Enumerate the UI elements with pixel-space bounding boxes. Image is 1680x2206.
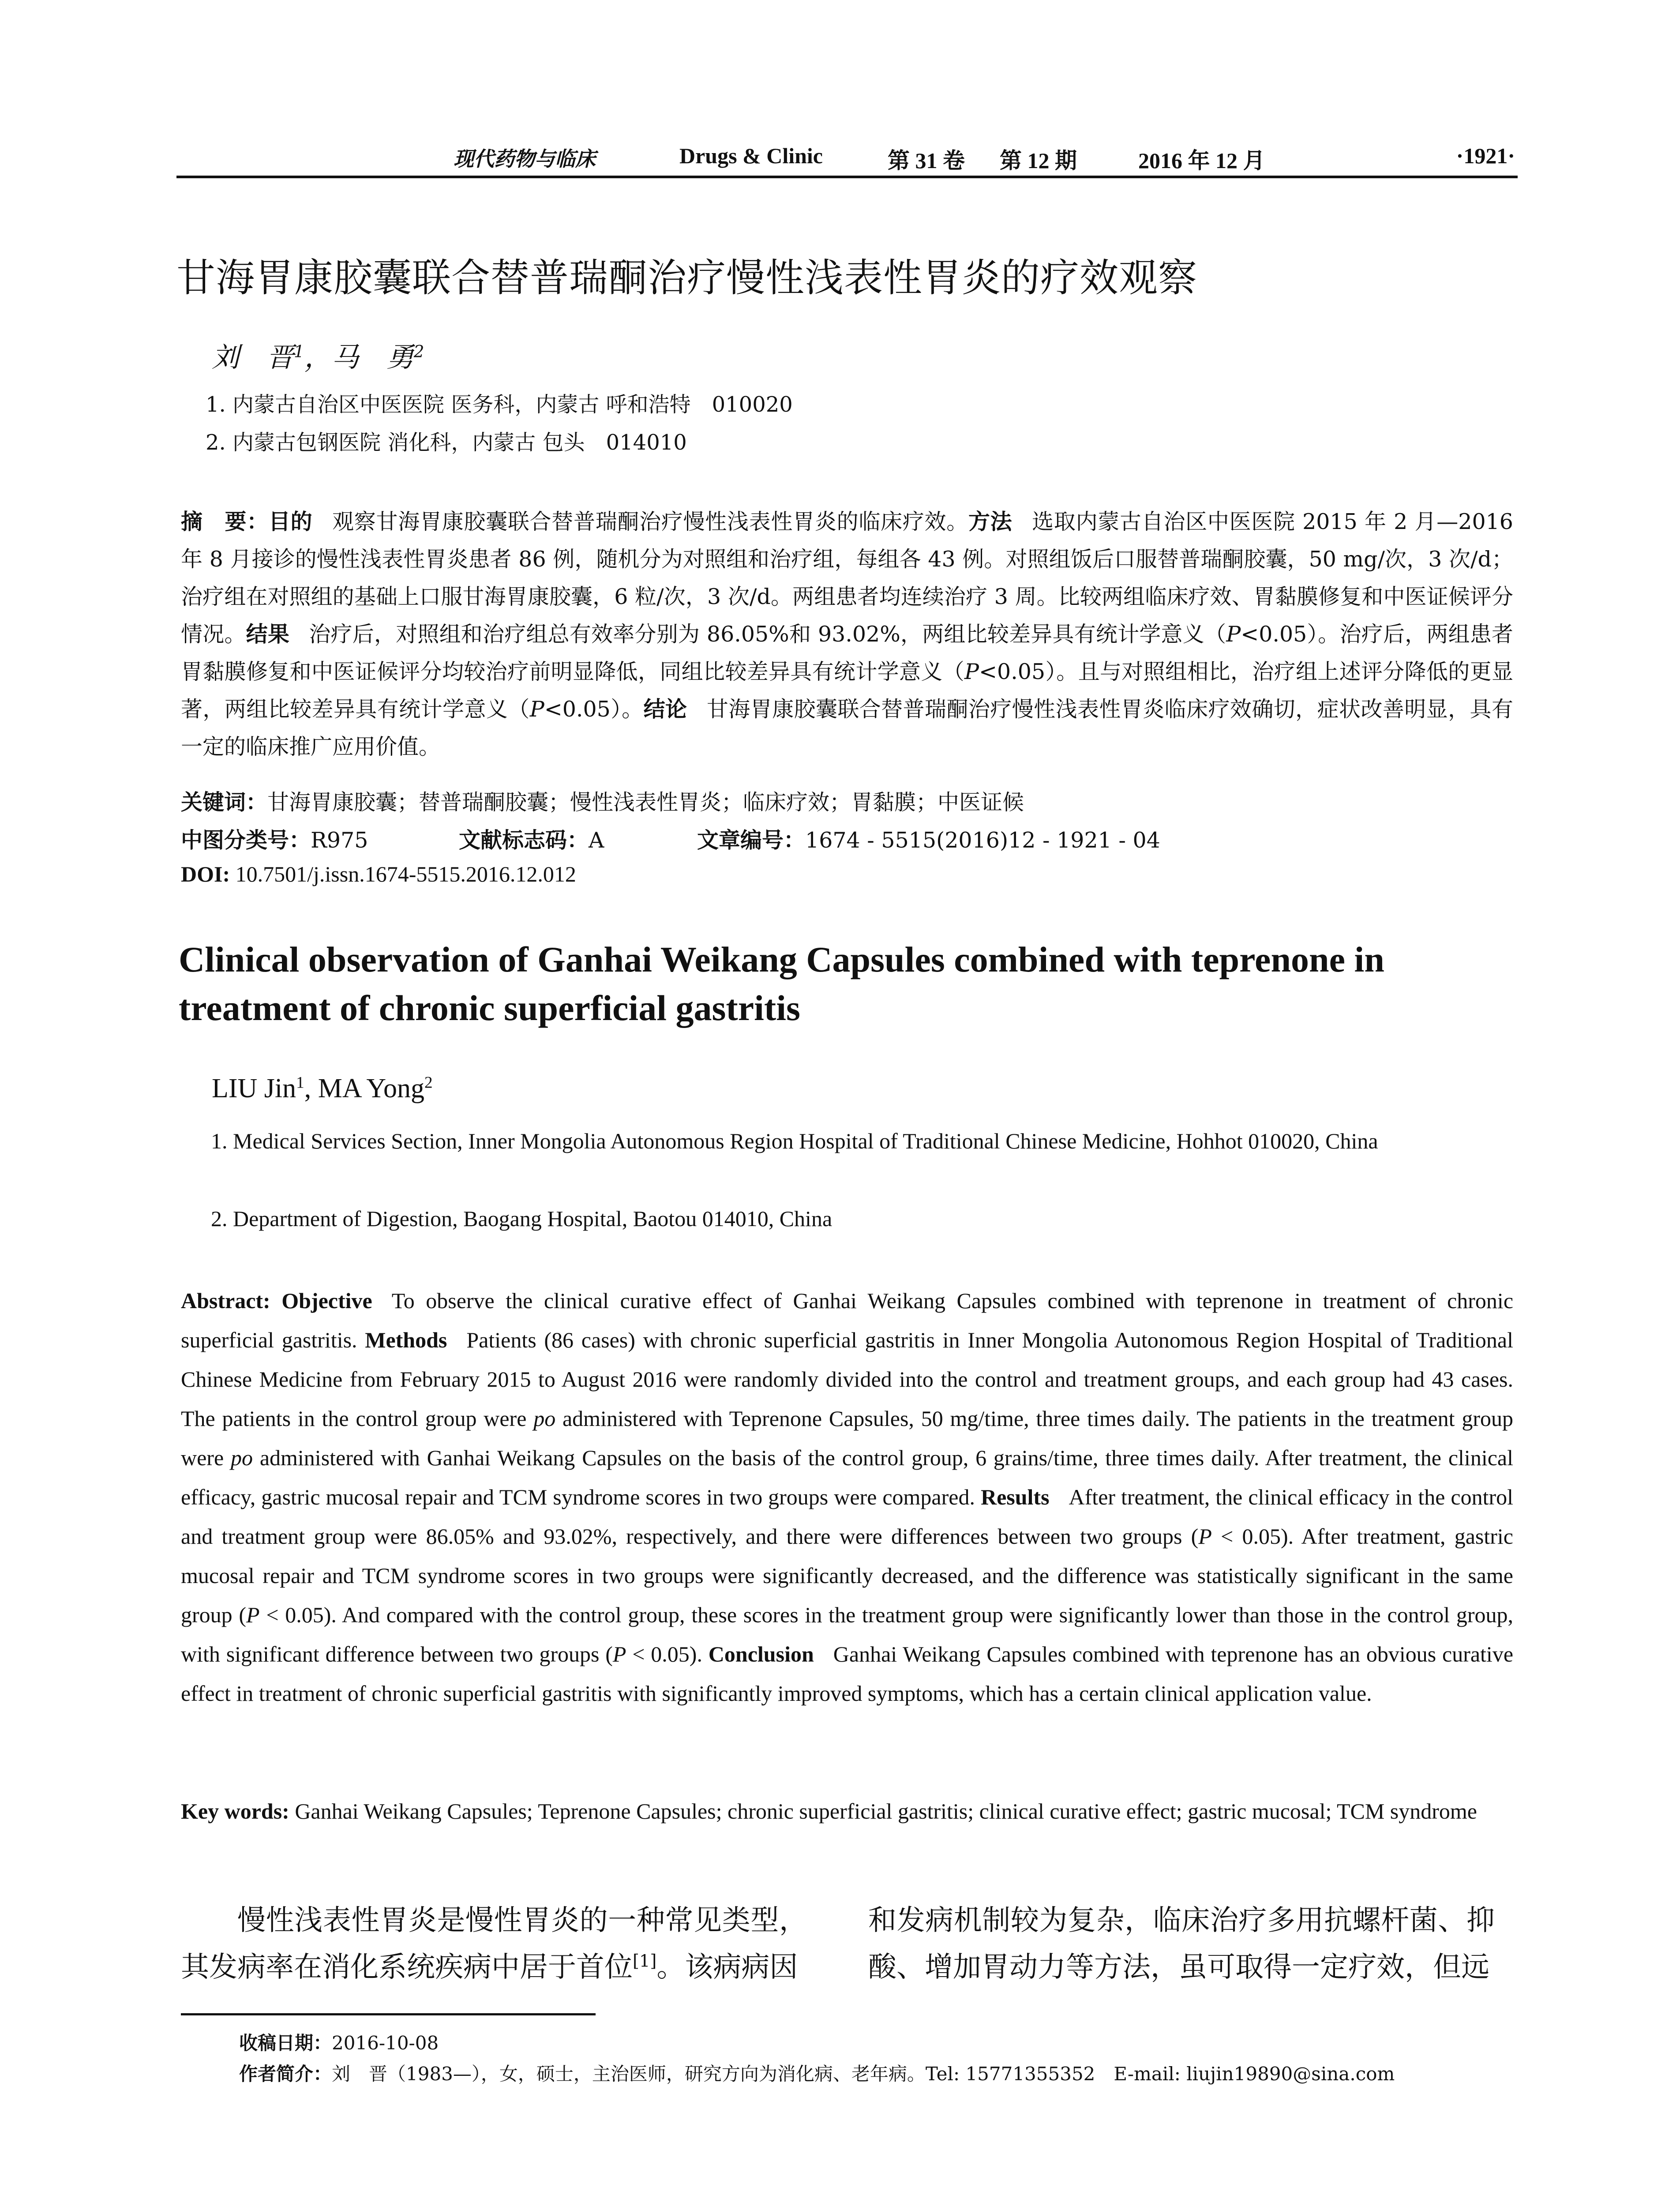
affiliation-en-2: 2. Department of Digestion, Baogang Hospital, Baotou 014010, China bbox=[211, 1206, 832, 1231]
journal-name-en: Drugs & Clinic bbox=[679, 143, 823, 168]
results-en-label: Results bbox=[980, 1485, 1050, 1509]
footnote-received-date: 收稿日期：2016-10-08 bbox=[239, 2032, 439, 2054]
journal-name-cn: 现代药物与临床 bbox=[454, 147, 596, 171]
results-en-text-4: < 0.05). bbox=[626, 1642, 702, 1666]
methods-en-text-2: administered with Teprenone Capsules, 50 mg/time, three times daily. The patients in the treatment group were bbox=[181, 1406, 1513, 1470]
keywords-cn-text: 甘海胃康胶囊；替普瑞酮胶囊；慢性浅表性胃炎；临床疗效；胃黏膜；中医证候 bbox=[267, 790, 1024, 815]
author-cn-2: 马 勇 bbox=[331, 341, 414, 373]
results-cn-label: 结果 bbox=[246, 622, 290, 647]
abstract-en bbox=[181, 1281, 1513, 1713]
body-text: 。该病病因 bbox=[656, 1951, 798, 1984]
conclusion-en-text: Ganhai Weikang Capsules combined with teprenone has an obvious curative effect in treatment of chronic superficial gastritis with significantly improved symptoms, which has a certain clinical application value. bbox=[181, 1642, 1514, 1706]
abstract-cn bbox=[181, 503, 1513, 765]
title-cn: 甘海胃康胶囊联合替普瑞酮治疗慢性浅表性胃炎的疗效观察 bbox=[176, 255, 1198, 300]
footnote-author-bio: 作者简介：刘 晋（1983—），女，硕士，主治医师，研究方向为消化病、老年病。Tel: 15771355352 E-mail: liujin19890@sina.com bbox=[239, 2063, 1395, 2085]
affiliation-cn-2: 2. 内蒙古包钢医院 消化科，内蒙古 包头 014010 bbox=[206, 430, 687, 455]
results-cn-text-2: <0.05）。治疗后，两组患者胃黏膜修复和中医证候评分均较治疗前明显降低，同组比较差异具有统计学意义（ bbox=[181, 622, 1513, 684]
keywords-en bbox=[181, 1792, 1513, 1831]
author-cn-1-affiliation: 1 bbox=[294, 341, 304, 361]
objective-en-text: To observe the clinical curative effect of Ganhai Weikang Capsules combined with teprenone in treatment of chronic superficial gastritis. bbox=[181, 1288, 1514, 1352]
body-column-right: 和发病机制较为复杂，临床治疗多用抗螺杆菌、抑酸、增加胃动力等方法，虽可取得一定疗效，但远 bbox=[868, 1904, 1495, 1984]
author-separator: ， bbox=[304, 341, 332, 373]
conclusion-cn-text: 甘海胃康胶囊联合替普瑞酮治疗慢性浅表性胃炎临床疗效确切，症状改善明显，具有一定的临床推广应用价值。 bbox=[181, 697, 1513, 759]
author-en-2: MA Yong bbox=[318, 1073, 424, 1103]
keywords-cn-label: 关键词： bbox=[181, 790, 268, 815]
keywords-en-label: Key words: bbox=[181, 1799, 289, 1823]
footnote-divider bbox=[181, 2013, 596, 2015]
author-en-2-affiliation: 2 bbox=[424, 1073, 433, 1092]
abstract-en-label: Abstract: bbox=[181, 1288, 270, 1313]
methods-en-text-3: administered with Ganhai Weikang Capsules on the basis of the control group, 6 grains/time, three times daily. After treatment, the clinical efficacy, gastric mucosal repair and TCM syndrome scores in two groups were compared. bbox=[181, 1445, 1513, 1509]
methods-en-text-1: Patients (86 cases) with chronic superficial gastritis in Inner Mongolia Autonomous Region Hospital of Traditional Chinese Medicine from February 2015 to August 2016 were randomly divided into the control and treatment groups, and each group had 43 cases. The patients in the control group were bbox=[181, 1328, 1513, 1431]
conclusion-cn-label: 结论 bbox=[643, 697, 687, 722]
document-code: 文献标志码：A bbox=[459, 828, 604, 853]
keywords-cn bbox=[181, 785, 1024, 816]
title-en: Clinical observation of Ganhai Weikang Capsules combined with teprenone in treatment of chronic superficial gastritis bbox=[179, 939, 1384, 1028]
classification-line bbox=[181, 823, 1160, 854]
authors-cn bbox=[212, 335, 424, 375]
p-value-symbol: P bbox=[964, 659, 979, 684]
reference-citation[interactable]: [1] bbox=[633, 1951, 657, 1971]
authors-en bbox=[212, 1073, 433, 1104]
keywords-en-text: Ganhai Weikang Capsules; Teprenone Capsules; chronic superficial gastritis; clinical curative effect; gastric mucosal; TCM syndrome bbox=[295, 1799, 1477, 1823]
p-value-symbol: P bbox=[1198, 1524, 1212, 1549]
p-value-symbol: P bbox=[529, 697, 544, 722]
page-number: ·1921· bbox=[1456, 143, 1515, 168]
conclusion-en-label: Conclusion bbox=[708, 1642, 814, 1666]
results-cn-text-1: 治疗后，对照组和治疗组总有效率分别为 86.05%和 93.02%，两组比较差异具有统计学意义（ bbox=[309, 622, 1226, 647]
methods-cn-text: 选取内蒙古自治区中医医院 2015 年 2 月—2016 年 8 月接诊的慢性浅表性胃炎患者 86 例，随机分为对照组和治疗组，每组各 43 例。对照组饭后口服替普瑞酮胶囊，50 mg/次，3 次/d；治疗组在对照组的基础上口服甘海胃康胶囊，6 粒/次，3 次/d。两组患者均连续治疗 3 周。比较两组临床疗效、胃黏膜修复和中医证候评分情况。 bbox=[181, 509, 1513, 647]
issue-date: 2016 年 12 月 bbox=[1138, 148, 1265, 173]
body-column-left bbox=[181, 1897, 807, 1991]
author-en-1: LIU Jin bbox=[212, 1073, 296, 1103]
author-cn-2-affiliation: 2 bbox=[413, 341, 424, 361]
results-en-text-3: < 0.05). And compared with the control group, these scores in the treatment group were significantly lower than those in the control group, with significant difference between two groups ( bbox=[181, 1602, 1513, 1666]
route-po: po bbox=[533, 1406, 556, 1431]
objective-cn-label: 目的 bbox=[268, 509, 313, 534]
route-po: po bbox=[230, 1445, 253, 1470]
issue: 第 12 期 bbox=[1000, 148, 1077, 173]
results-cn-text-3: <0.05）。且与对照组相比，治疗组上述评分降低的更显著，两组比较差异具有统计学意义（ bbox=[181, 659, 1513, 722]
article-number: 文章编号：1674 - 5515(2016)12 - 1921 - 04 bbox=[697, 828, 1160, 853]
clc-code: 中图分类号：R975 bbox=[181, 828, 368, 853]
author-cn-1: 刘 晋 bbox=[212, 341, 294, 373]
author-separator: , bbox=[304, 1073, 318, 1103]
abstract-cn-label: 摘 要： bbox=[181, 509, 269, 534]
p-value-symbol: P bbox=[246, 1602, 260, 1627]
methods-cn-label: 方法 bbox=[968, 509, 1012, 534]
affiliation-en-1: 1. Medical Services Section, Inner Mongolia Autonomous Region Hospital of Traditional Chinese Medicine, Hohhot 010020, China bbox=[211, 1129, 1378, 1153]
doi-value[interactable]: 10.7501/j.issn.1674-5515.2016.12.012 bbox=[235, 862, 576, 886]
doi[interactable] bbox=[181, 861, 576, 887]
results-en-text-2: < 0.05). After treatment, gastric mucosal repair and TCM syndrome scores in two groups were significantly decreased, and the difference was statistically significant in the same group ( bbox=[181, 1524, 1513, 1627]
body-text: 慢性浅表性胃炎是慢性胃炎的一种常见类型，其发病率在消化系统疾病中居于首位 bbox=[181, 1904, 807, 1984]
running-header bbox=[176, 140, 1518, 178]
methods-en-label: Methods bbox=[365, 1328, 447, 1352]
objective-cn-text: 观察甘海胃康胶囊联合替普瑞酮治疗慢性浅表性胃炎的临床疗效。 bbox=[332, 509, 968, 534]
affiliation-cn-1: 1. 内蒙古自治区中医医院 医务科，内蒙古 呼和浩特 010020 bbox=[206, 392, 793, 417]
results-en-text-1: After treatment, the clinical efficacy in the control and treatment group were 86.05% and 93.02%, respectively, and there were differences between two groups ( bbox=[181, 1485, 1514, 1549]
volume: 第 31 卷 bbox=[888, 148, 965, 173]
p-value-symbol: P bbox=[612, 1642, 626, 1666]
author-en-1-affiliation: 1 bbox=[296, 1073, 304, 1092]
objective-en-label: Objective bbox=[281, 1288, 372, 1313]
doi-label: DOI: bbox=[181, 862, 230, 886]
p-value-symbol: P bbox=[1226, 622, 1241, 647]
results-cn-text-4: <0.05）。 bbox=[544, 697, 644, 722]
